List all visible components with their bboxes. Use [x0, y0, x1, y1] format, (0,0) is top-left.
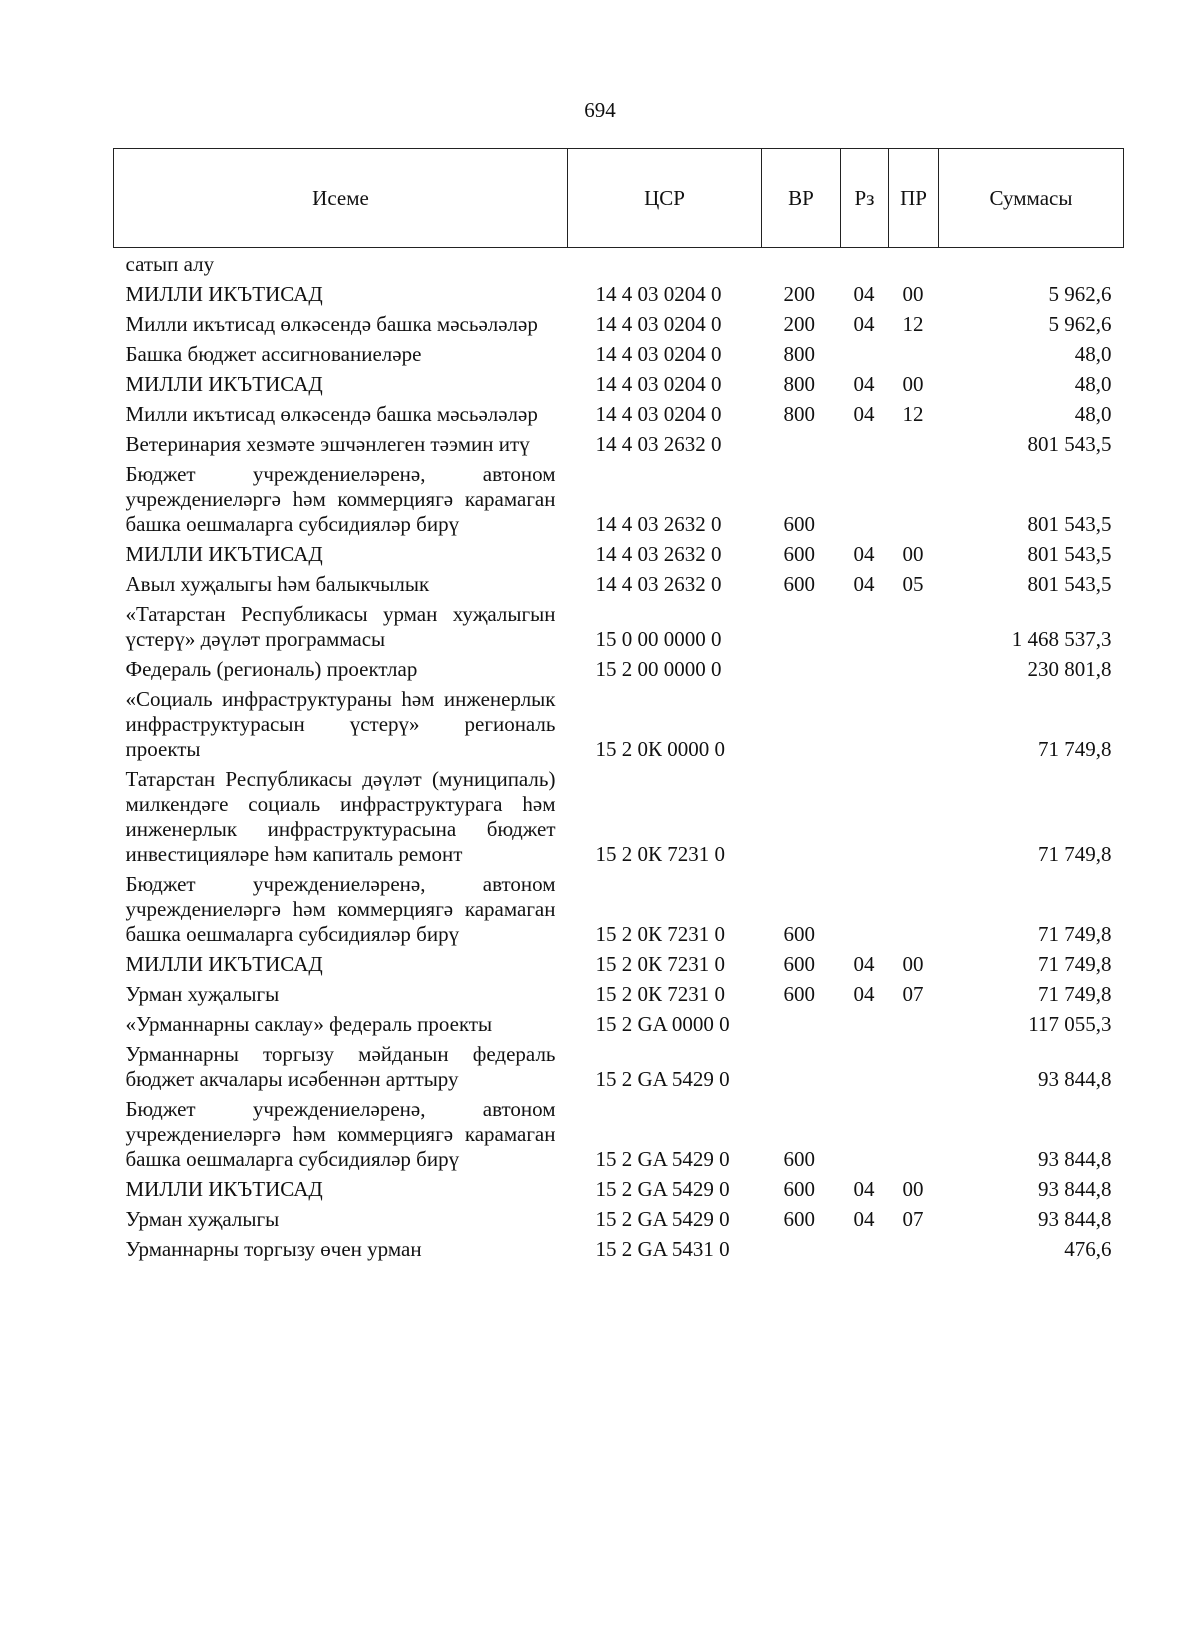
cell-sum: 48,0 — [1074, 402, 1112, 426]
cell-rz — [841, 684, 889, 764]
cell-rz: 04 — [853, 282, 875, 306]
cell-name: Урман хуҗалыгы — [125, 1207, 280, 1231]
cell-sum: 476,6 — [1064, 1237, 1112, 1261]
table-row — [114, 654, 1124, 684]
cell-rz: 04 — [853, 372, 875, 396]
cell-sum: 1 468 537,3 — [1011, 627, 1112, 651]
cell-sum — [939, 248, 1124, 280]
cell-pr: 00 — [902, 1177, 924, 1201]
cell-name: сатып алу — [125, 252, 215, 276]
cell-vr: 200 — [783, 312, 815, 336]
table-header — [114, 149, 1124, 248]
cell-vr: 600 — [783, 952, 815, 976]
header-name: Исеме — [114, 149, 568, 248]
cell-name: Федераль (региональ) проектлар — [125, 657, 418, 681]
table-row — [114, 279, 1124, 309]
cell-name: МИЛЛИ ИКЪТИСАД — [125, 1177, 323, 1201]
table-row — [114, 569, 1124, 599]
cell-pr: 07 — [902, 1207, 924, 1231]
table-row — [114, 429, 1124, 459]
cell-vr — [762, 599, 841, 654]
cell-rz — [841, 1039, 889, 1094]
cell-rz — [841, 1234, 889, 1264]
cell-csr: 15 2 00 0000 0 — [595, 657, 722, 681]
table-row — [114, 1039, 1124, 1094]
cell-name: «Урманнарны саклау» федераль проекты — [125, 1012, 493, 1036]
cell-name: Бюджет учреждениеләренә, автоном учреждениеләргә һәм коммерциягә карамаган башка оешмаларга субсидияләр бирү — [125, 1097, 556, 1171]
cell-sum: 71 749,8 — [1038, 922, 1112, 946]
cell-vr — [762, 654, 841, 684]
cell-pr — [889, 684, 939, 764]
cell-name: Бюджет учреждениеләренә, автоном учреждениеләргә һәм коммерциягә карамаган башка оешмаларга субсидияләр бирү — [125, 462, 556, 536]
table-body — [114, 248, 1124, 1265]
cell-vr — [762, 248, 841, 280]
cell-sum: 117 055,3 — [1028, 1012, 1112, 1036]
cell-name: Милли икътисад өлкәсендә башка мәсьәләләр — [125, 312, 538, 336]
cell-name: Урманнарны торгызу мәйданын федераль бюджет акчалары исәбеннән арттыру — [125, 1042, 556, 1091]
table-row — [114, 979, 1124, 1009]
cell-pr — [889, 599, 939, 654]
cell-vr: 600 — [783, 982, 815, 1006]
cell-rz — [841, 339, 889, 369]
cell-csr: 14 4 03 2632 0 — [595, 542, 722, 566]
cell-name: Татарстан Республикасы дәүләт (муниципаль) милкендәге социаль инфраструктурага һәм инженерлык инфраструктурасына бюджет инвестицияләре һәм капиталь ремонт — [125, 767, 556, 866]
cell-sum: 801 543,5 — [1027, 432, 1112, 456]
cell-name: Бюджет учреждениеләренә, автоном учреждениеләргә һәм коммерциягә карамаган башка оешмаларга субсидияләр бирү — [125, 872, 556, 946]
cell-sum: 93 844,8 — [1038, 1207, 1112, 1231]
table-row — [114, 764, 1124, 869]
cell-csr: 15 2 0К 7231 0 — [595, 982, 726, 1006]
cell-sum: 5 962,6 — [1048, 312, 1112, 336]
cell-rz: 04 — [853, 542, 875, 566]
cell-csr: 14 4 03 0204 0 — [595, 372, 722, 396]
cell-name: МИЛЛИ ИКЪТИСАД — [125, 282, 323, 306]
cell-rz: 04 — [853, 1177, 875, 1201]
cell-rz — [841, 1094, 889, 1174]
cell-name: МИЛЛИ ИКЪТИСАД — [125, 542, 323, 566]
cell-pr — [889, 1234, 939, 1264]
table-row — [114, 459, 1124, 539]
cell-csr: 14 4 03 0204 0 — [595, 312, 722, 336]
cell-vr: 800 — [783, 372, 815, 396]
cell-csr: 15 2 0К 7231 0 — [595, 842, 726, 866]
table-row — [114, 684, 1124, 764]
cell-csr: 15 2 GA 5431 0 — [595, 1237, 730, 1261]
cell-csr: 15 0 00 0000 0 — [595, 627, 722, 651]
cell-vr — [762, 1009, 841, 1039]
cell-pr — [889, 339, 939, 369]
cell-csr: 15 2 GA 5429 0 — [595, 1147, 730, 1171]
cell-pr — [889, 459, 939, 539]
cell-name: Урман хуҗалыгы — [125, 982, 280, 1006]
cell-csr: 15 2 GA 5429 0 — [595, 1207, 730, 1231]
cell-name: Урманнарны торгызу өчен урман — [125, 1237, 422, 1261]
cell-rz — [841, 599, 889, 654]
header-sum: Суммасы — [939, 149, 1124, 248]
cell-sum: 5 962,6 — [1048, 282, 1112, 306]
table-row — [114, 539, 1124, 569]
cell-name: Ветеринария хезмәте эшчәнлеген тәэмин итү — [125, 432, 530, 456]
cell-name: Башка бюджет ассигнованиеләре — [125, 342, 422, 366]
cell-vr: 600 — [783, 922, 815, 946]
cell-csr: 15 2 GA 5429 0 — [595, 1067, 730, 1091]
cell-rz — [841, 654, 889, 684]
cell-pr — [889, 429, 939, 459]
cell-pr — [889, 1039, 939, 1094]
table-row — [114, 1094, 1124, 1174]
cell-pr — [889, 1009, 939, 1039]
cell-csr: 15 2 GA 0000 0 — [595, 1012, 730, 1036]
header-rz: Рз — [841, 149, 889, 248]
budget-table — [113, 148, 1124, 1264]
cell-sum: 71 749,8 — [1038, 842, 1112, 866]
cell-sum: 93 844,8 — [1038, 1177, 1112, 1201]
cell-sum: 801 543,5 — [1027, 512, 1112, 536]
cell-rz: 04 — [853, 312, 875, 336]
cell-sum: 801 543,5 — [1027, 572, 1112, 596]
cell-name: «Татарстан Республикасы урман хуҗалыгын үстерү» дәүләт программасы — [125, 602, 556, 651]
cell-name: «Социаль инфраструктураны һәм инженерлык инфраструктурасын үстерү» региональ проекты — [125, 687, 556, 761]
cell-pr — [889, 1094, 939, 1174]
header-vr: ВР — [762, 149, 841, 248]
cell-csr — [568, 248, 762, 280]
table-row — [114, 949, 1124, 979]
cell-sum: 48,0 — [1074, 372, 1112, 396]
cell-vr — [762, 1234, 841, 1264]
cell-rz — [841, 1009, 889, 1039]
cell-pr: 00 — [902, 542, 924, 566]
cell-pr: 05 — [902, 572, 924, 596]
cell-csr: 15 2 0К 7231 0 — [595, 922, 726, 946]
table-row — [114, 1174, 1124, 1204]
cell-csr: 14 4 03 0204 0 — [595, 402, 722, 426]
cell-name: Авыл хуҗалыгы һәм балыкчылык — [125, 572, 430, 596]
cell-rz — [841, 429, 889, 459]
page-number: 694 — [584, 98, 616, 122]
cell-vr: 600 — [783, 1147, 815, 1171]
cell-rz: 04 — [853, 982, 875, 1006]
cell-vr — [762, 429, 841, 459]
cell-pr: 07 — [902, 982, 924, 1006]
cell-vr — [762, 1039, 841, 1094]
table-row — [114, 309, 1124, 339]
cell-sum: 93 844,8 — [1038, 1067, 1112, 1091]
cell-csr: 14 4 03 0204 0 — [595, 282, 722, 306]
cell-vr: 600 — [783, 512, 815, 536]
cell-vr: 600 — [783, 542, 815, 566]
cell-sum: 48,0 — [1074, 342, 1112, 366]
cell-sum: 71 749,8 — [1038, 737, 1112, 761]
cell-vr — [762, 764, 841, 869]
budget-table-container — [113, 148, 1123, 1264]
cell-vr: 800 — [783, 402, 815, 426]
header-row — [114, 149, 1124, 248]
cell-csr: 14 4 03 2632 0 — [595, 432, 722, 456]
cell-csr: 14 4 03 2632 0 — [595, 512, 722, 536]
cell-rz — [841, 459, 889, 539]
table-row — [114, 1204, 1124, 1234]
table-row — [114, 1234, 1124, 1264]
cell-csr: 15 2 GA 5429 0 — [595, 1177, 730, 1201]
table-row — [114, 599, 1124, 654]
cell-vr — [762, 684, 841, 764]
table-row — [114, 248, 1124, 280]
cell-csr: 15 2 0К 7231 0 — [595, 952, 726, 976]
cell-pr: 12 — [902, 402, 924, 426]
cell-csr: 14 4 03 0204 0 — [595, 342, 722, 366]
cell-pr — [889, 764, 939, 869]
cell-vr: 800 — [783, 342, 815, 366]
cell-rz: 04 — [853, 952, 875, 976]
cell-vr: 200 — [783, 282, 815, 306]
cell-vr: 600 — [783, 572, 815, 596]
cell-sum: 801 543,5 — [1027, 542, 1112, 566]
cell-name: МИЛЛИ ИКЪТИСАД — [125, 372, 323, 396]
cell-sum: 93 844,8 — [1038, 1147, 1112, 1171]
cell-sum: 71 749,8 — [1038, 952, 1112, 976]
cell-rz — [841, 248, 889, 280]
header-csr: ЦСР — [568, 149, 762, 248]
cell-csr: 14 4 03 2632 0 — [595, 572, 722, 596]
cell-rz: 04 — [853, 402, 875, 426]
cell-rz: 04 — [853, 1207, 875, 1231]
cell-csr: 15 2 0К 0000 0 — [595, 737, 726, 761]
table-row — [114, 339, 1124, 369]
cell-pr — [889, 869, 939, 949]
cell-pr — [889, 248, 939, 280]
cell-sum: 230 801,8 — [1027, 657, 1112, 681]
cell-vr: 600 — [783, 1177, 815, 1201]
header-pr: ПР — [889, 149, 939, 248]
cell-vr: 600 — [783, 1207, 815, 1231]
cell-name: МИЛЛИ ИКЪТИСАД — [125, 952, 323, 976]
cell-rz — [841, 764, 889, 869]
cell-pr: 00 — [902, 282, 924, 306]
cell-pr: 00 — [902, 952, 924, 976]
cell-pr: 12 — [902, 312, 924, 336]
cell-pr: 00 — [902, 372, 924, 396]
table-row — [114, 369, 1124, 399]
table-row — [114, 399, 1124, 429]
table-row — [114, 1009, 1124, 1039]
table-row — [114, 869, 1124, 949]
cell-sum: 71 749,8 — [1038, 982, 1112, 1006]
cell-name: Милли икътисад өлкәсендә башка мәсьәләләр — [125, 402, 538, 426]
cell-rz: 04 — [853, 572, 875, 596]
cell-rz — [841, 869, 889, 949]
cell-pr — [889, 654, 939, 684]
